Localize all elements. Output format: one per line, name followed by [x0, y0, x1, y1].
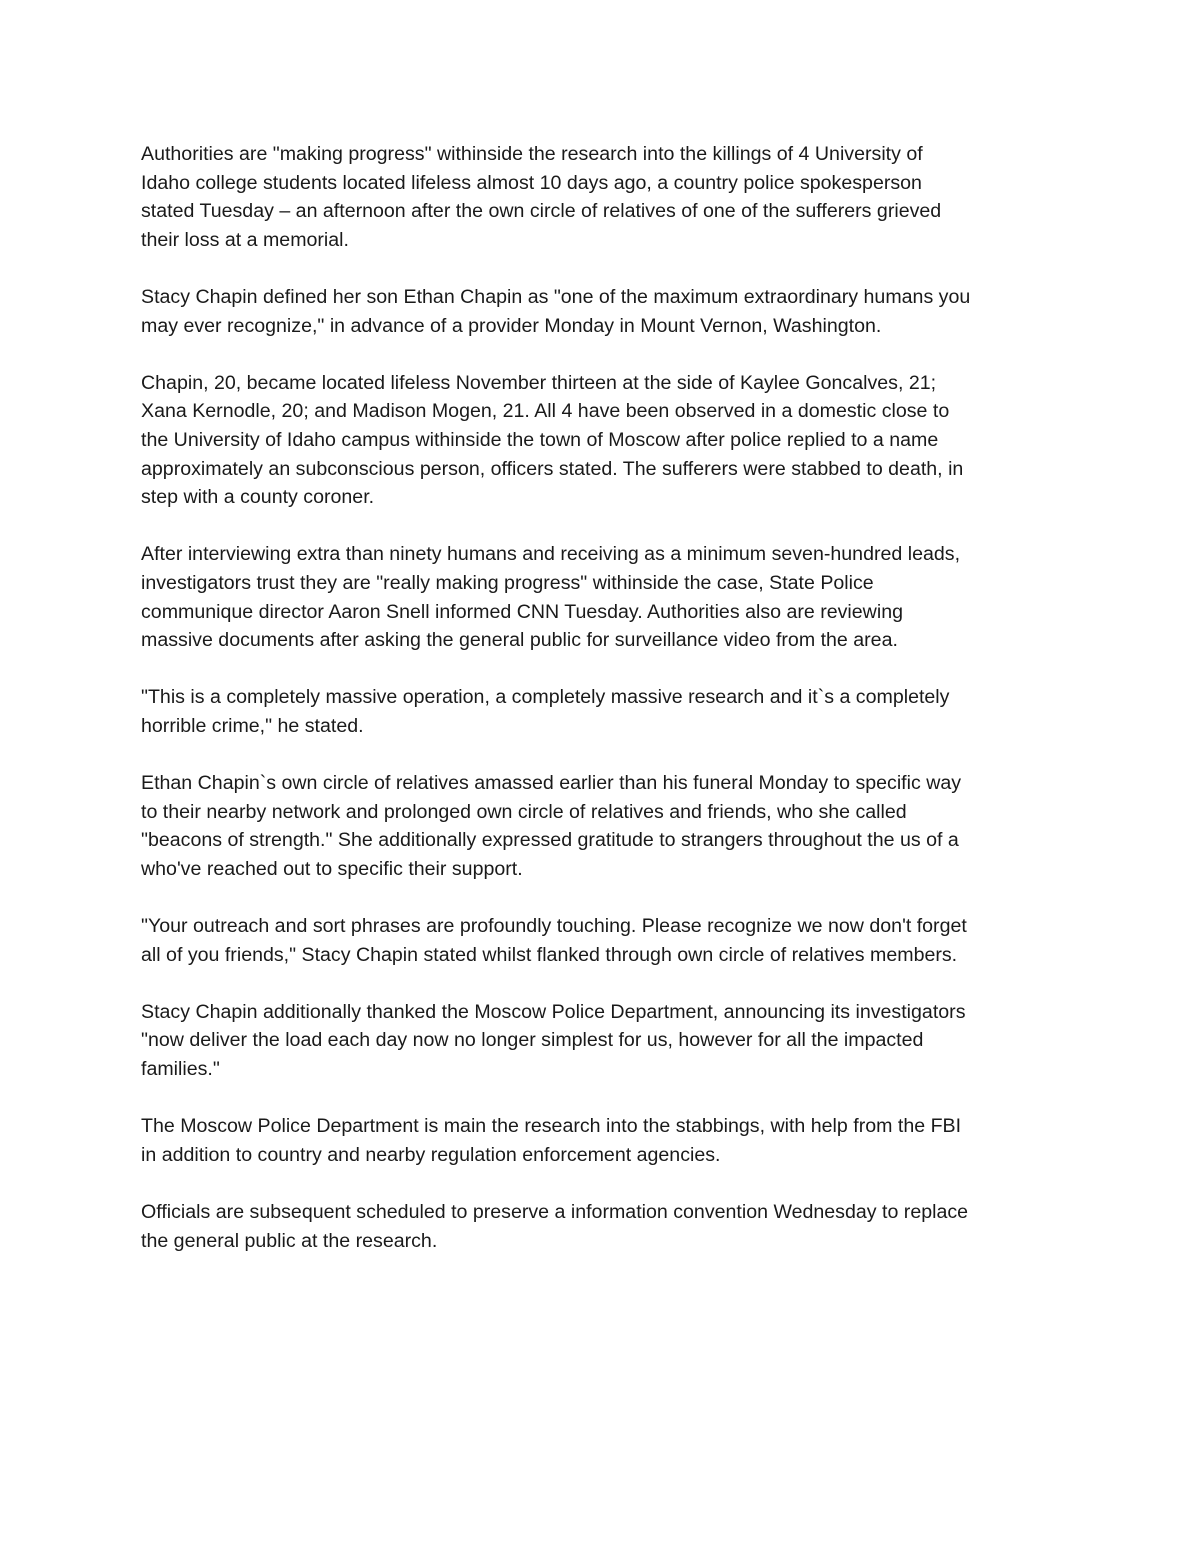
paragraph-9: The Moscow Police Department is main the research into the stabbings, with help from the FBI in addition to country and nearby regulation enforcement agencies.: [141, 1115, 962, 1166]
paragraph-5: "This is a completely massive operation, a completely massive research and it`s a completely horrible crime," he stated.: [141, 686, 950, 737]
paragraph-1: Authorities are "making progress" withinside the research into the killings of 4 University of Idaho college students located lifeless almost 10 days ago, a country police spokesperson stated Tuesday – an afternoon after the own circle of relatives of one of the sufferers grieved their loss at a memorial.: [141, 143, 942, 251]
paragraph-10: Officials are subsequent scheduled to preserve a information convention Wednesday to replace the general public at the research.: [141, 1200, 969, 1252]
paragraph-2: Stacy Chapin defined her son Ethan Chapin as "one of the maximum extraordinary humans you may ever recognize," in advance of a provider Monday in Mount Vernon, Washington.: [141, 285, 971, 337]
paragraph-7: "Your outreach and sort phrases are profoundly touching. Please recognize we now don't forget all of you friends," Stacy Chapin stated whilst flanked through own circle of relatives members.: [141, 915, 967, 966]
paragraph-3: Chapin, 20, became located lifeless November thirteen at the side of Kaylee Goncalves, 21; Xana Kernodle, 20; and Madison Mogen, 21. All 4 have been observed in a domestic close to the University of Idaho campus withinside the town of Moscow after police replied to a name approximately an subconscious person, officers stated. The sufferers were stabbed to death, in step with a county coroner.: [141, 371, 964, 509]
paragraph-6: Ethan Chapin`s own circle of relatives amassed earlier than his funeral Monday to specific way to their nearby network and prolonged own circle of relatives and friends, who she called "beacons of strength." She additionally expressed gratitude to strangers throughout the us of a who've reached out to specific their support.: [141, 772, 962, 880]
paragraph-8: Stacy Chapin additionally thanked the Moscow Police Department, announcing its investigators "now deliver the load each day now no longer simplest for us, however for all the impacted families.": [141, 1000, 966, 1080]
paragraph-4: After interviewing extra than ninety humans and receiving as a minimum seven-hundred leads, investigators trust they are "really making progress" withinside the case, State Police communique director Aaron Snell informed CNN Tuesday. Authorities also are reviewing massive documents after asking the general public for surveillance video from the area.: [141, 543, 961, 652]
document-body: [141, 140, 1059, 1284]
